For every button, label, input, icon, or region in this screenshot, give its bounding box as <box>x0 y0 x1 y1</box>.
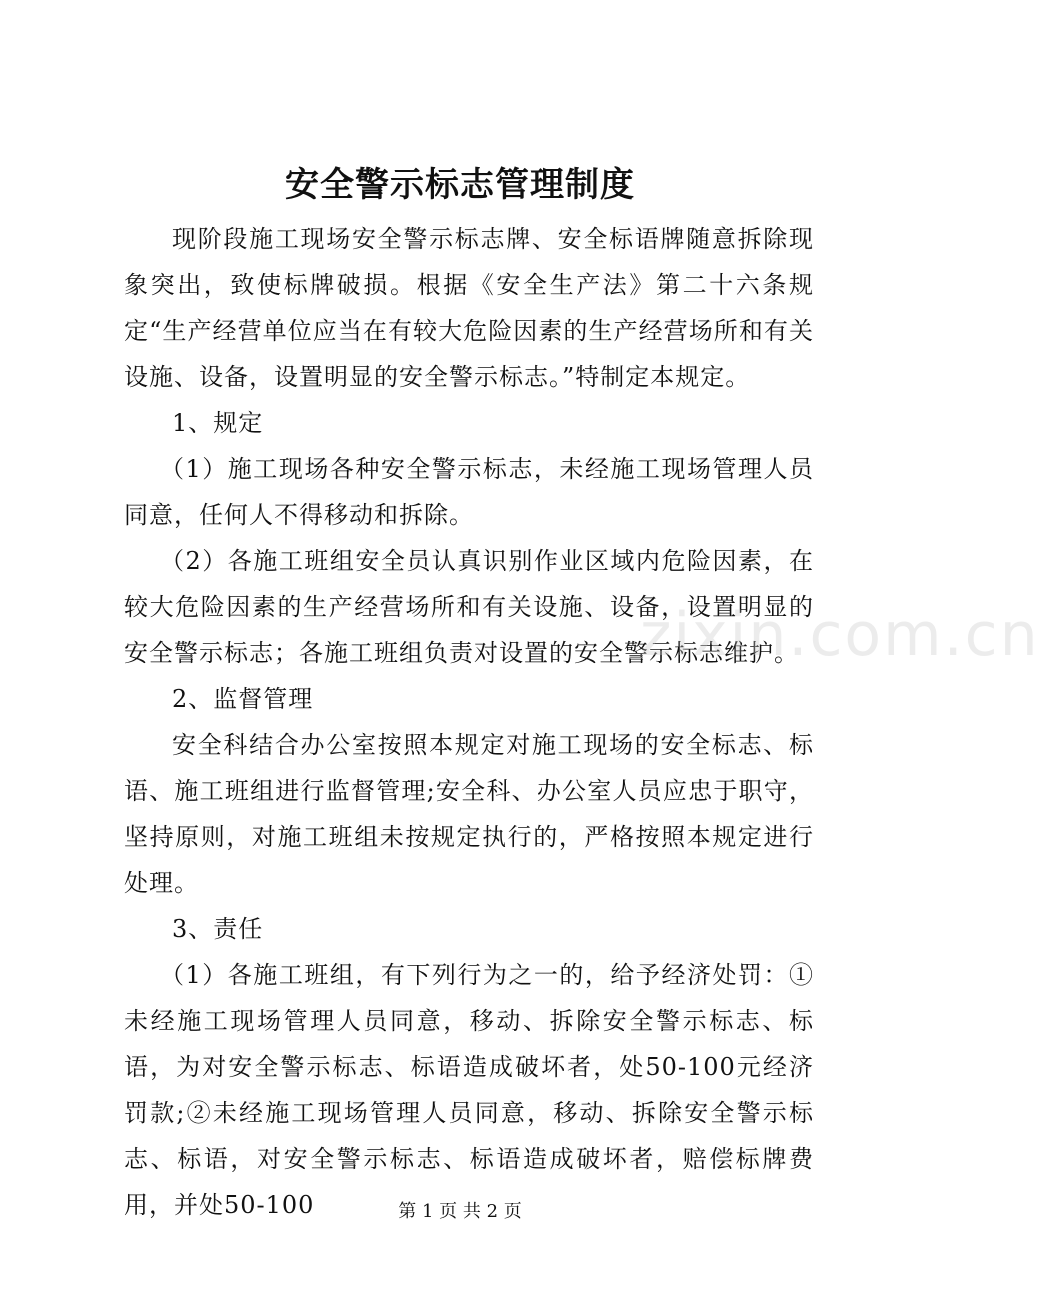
section-heading-rules: 1、规定 <box>172 409 264 437</box>
paragraph-responsibility-1: （1）各施工班组，有下列行为之一的，给予经济处罚：①未经施工现场管理人员同意，移动、拆除安全警示标志、标语，为对安全警示标志、标语造成破坏者，处50-100元经济罚款;②未经施工现场管理人员同意，移动、拆除安全警示标志、标语，对安全警示标志、标语造成破坏者，赔偿标牌费用，并处50-100 <box>124 961 814 1219</box>
watermark-text: zixin.com.cn <box>640 600 1040 670</box>
page-footer: 第 1 页 共 2 页 <box>398 1201 522 1222</box>
section-heading-responsibility: 3、责任 <box>172 915 264 943</box>
paragraph-rule-2: （2）各施工班组安全员认真识别作业区域内危险因素，在较大危险因素的生产经营场所和有关设施、设备，设置明显的安全警示标志；各施工班组负责对设置的安全警示标志维护。 <box>124 547 814 667</box>
document-body <box>124 216 814 1228</box>
section-heading-supervision: 2、监督管理 <box>172 685 314 713</box>
paragraph-rule-1: （1）施工现场各种安全警示标志，未经施工现场管理人员同意，任何人不得移动和拆除。 <box>124 455 814 529</box>
document-title: 安全警示标志管理制度 <box>285 165 635 205</box>
paragraph-intro: 现阶段施工现场安全警示标志牌、安全标语牌随意拆除现象突出，致使标牌破损。根据《安全生产法》第二十六条规定“生产经营单位应当在有较大危险因素的生产经营场所和有关设施、设备，设置明显的安全警示标志。”特制定本规定。 <box>124 225 814 391</box>
paragraph-supervision: 安全科结合办公室按照本规定对施工现场的安全标志、标语、施工班组进行监督管理;安全科、办公室人员应忠于职守，坚持原则，对施工班组未按规定执行的，严格按照本规定进行处理。 <box>124 731 814 897</box>
